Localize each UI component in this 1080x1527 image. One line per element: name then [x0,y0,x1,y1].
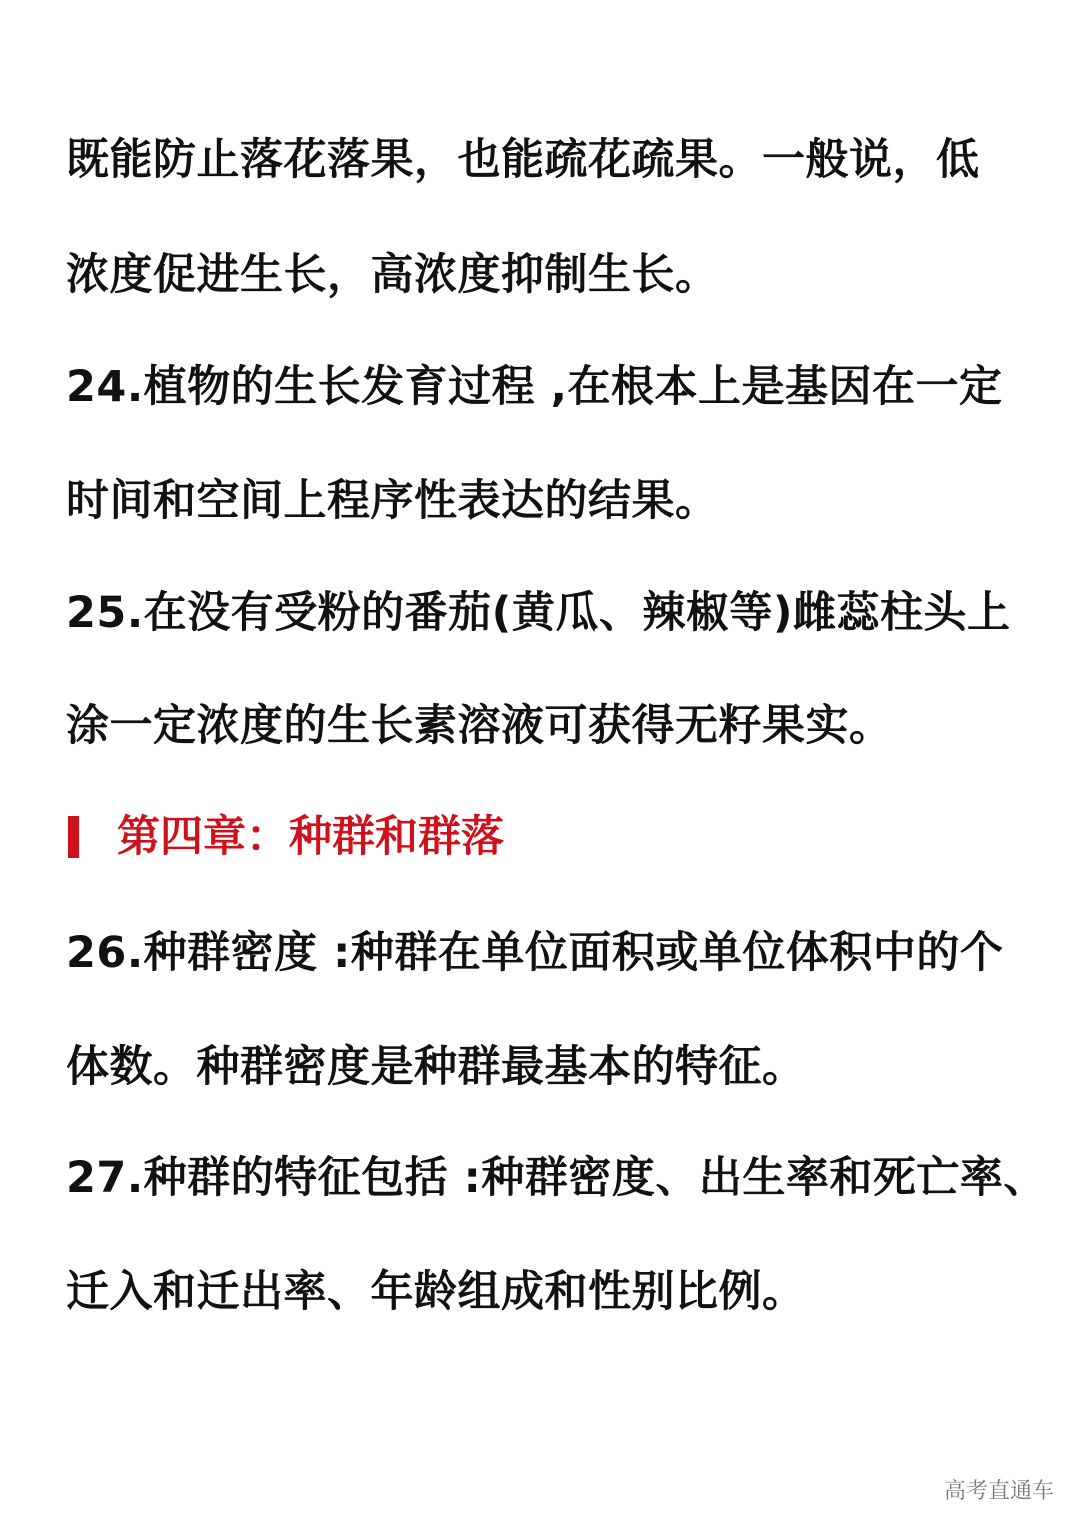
text-line: 涂一定浓度的生长素溶液可获得无籽果实。 [66,701,893,751]
text-line: 25.在没有受粉的番茄(黄瓜、辣椒等)雌蕊柱头上 [66,588,1011,638]
chapter-heading-text: 第四章：种群和群落 [117,812,504,862]
watermark: 高考直通车 [943,1479,1054,1504]
chapter-heading [68,808,504,866]
text-line: 既能防止落花落果，也能疏花疏果。一般说，低 [66,135,980,185]
text-line: 体数。种群密度是种群最基本的特征。 [66,1042,806,1092]
text-line: 26.种群密度 :种群在单位面积或单位体积中的个 [66,928,1004,978]
heading-accent-bar [68,816,79,858]
text-line: 迁入和迁出率、年龄组成和性别比例。 [66,1267,806,1317]
text-line: 27.种群的特征包括 :种群密度、出生率和死亡率、 [66,1153,1047,1203]
text-line: 时间和空间上程序性表达的结果。 [66,476,719,526]
text-line: 浓度促进生长，高浓度抑制生长。 [66,250,719,300]
text-line: 24.植物的生长发育过程 ,在根本上是基因在一定 [66,362,1003,412]
